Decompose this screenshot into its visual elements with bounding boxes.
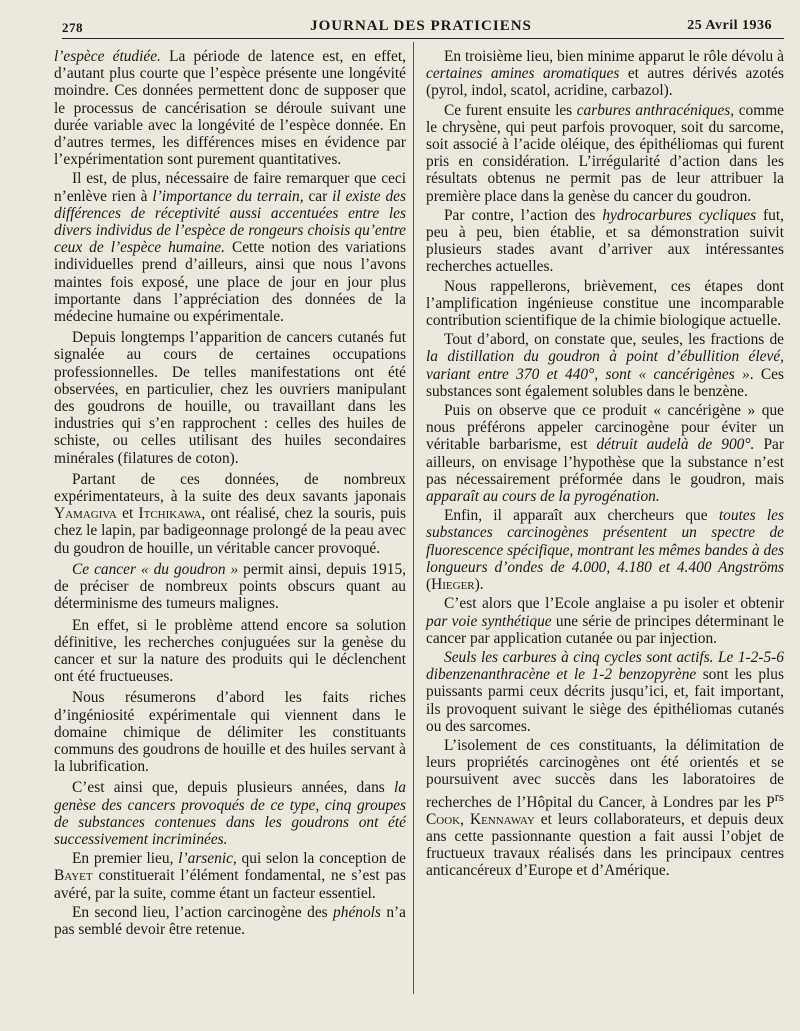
italic-run: la distillation du goudron à point d’ébullition élevé, variant entre 370 et 440°, sont « cancérigènes » [426, 348, 784, 383]
text-run: Il est, de plus, nécessaire de faire remarquer que ceci n’enlève rien à [54, 170, 406, 205]
text-run: En troisième lieu, bien minime apparut le rôle dévolu à [444, 48, 784, 65]
text-run: , [460, 810, 470, 828]
issue-date: 25 Avril 1936 [687, 18, 772, 33]
superscript: rs [774, 789, 784, 804]
italic-run: l’espèce étudiée. [54, 48, 161, 65]
text-run: ). [474, 576, 484, 594]
text-run: et autres dérivés azotés (pyrol, indol, scatol, acridine, carbazol). [426, 65, 784, 100]
text-run: En second lieu, l’action carcinogène des [72, 903, 334, 921]
paragraph [426, 207, 784, 276]
paragraph [426, 331, 784, 400]
italic-run: par voie synthétique [426, 612, 552, 630]
italic-run: hydrocarbures cycliques [602, 206, 757, 224]
italic-run: l’arsenic, [178, 850, 237, 868]
italic-run: l’importance du terrain, [152, 187, 304, 205]
paragraph [426, 402, 784, 505]
paragraph: Nous résumerons d’abord les faits riches d’ingéniosité expérimentale qui viennent dans le domaine chimique de délimiter les constituants communs des goudrons de houille et des huiles servant à la lubrification. [54, 689, 406, 776]
paragraph [426, 102, 784, 205]
text-run: Puis on observe que ce produit « cancérigène » que nous préférons appeler carcinogène pour éviter un véritable barbarisme, est [426, 402, 784, 454]
text-run: ( [426, 576, 432, 594]
author-name: Hieger [431, 576, 475, 594]
paragraph: Nous rappellerons, brièvement, ces étapes dont l’amplification ingénieuse constitue une incomparable contribution scientifique de la chimie biologique actuelle. [426, 277, 784, 330]
text-run: L’isolement de ces constituants, la délimitation de leurs propriétés carcinogènes ont été orientés et se poursuivent avec succès dans les laboratoires de recherches de l’Hôpital du Cancer, à Londres par les P [426, 736, 784, 811]
paragraph [54, 170, 406, 325]
text-run: Tout d’abord, on constate que, seules, les fractions de [444, 331, 784, 349]
text-run: Par contre, l’action des [444, 206, 603, 224]
text-run: Partant de ces données, de nombreux expérimentateurs, à la suite des deux savants japonais [54, 470, 406, 506]
italic-run: la genèse des cancers provoqués de ce type, cinq groupes de substances contenues dans les goudrons ont été successivement incriminées. [54, 779, 406, 848]
paragraph [54, 561, 406, 613]
journal-title: JOURNAL DES PRATICIENS [310, 18, 532, 34]
running-header [62, 14, 780, 38]
paragraph [54, 904, 406, 938]
author-name: Cook [426, 810, 461, 828]
italic-run: apparaît au cours de la pyrogénation. [426, 488, 660, 506]
paragraph [54, 779, 406, 848]
text-run: La période de latence est, en effet, d’autant plus courte que l’espèce présente une longévité moindre. Ces données permettent donc de supposer que le processus de cancérisation se déroule suivant une durée variable avec la longévité de l’espèce donnée. En d’autres termes, les différences mises en évidence par l’expérimentation sont purement quantitatives. [54, 48, 406, 169]
italic-run: carbures anthracéniques, [576, 101, 735, 119]
right-column [426, 48, 784, 882]
paragraph [426, 737, 784, 880]
paragraph: Depuis longtemps l’apparition de cancers cutanés fut signalée au cours de certaines occupations professionnelles. De telles manifestations ont été observées, en particulier, chez les ouvriers manipulant des goudrons de houille, ou travaillant dans les industries qui s’en rapprochent : celles des huiles de schiste, ou celles utilisant des huiles secondaires minérales (filatures de coton). [54, 329, 406, 467]
text-run: , ont réalisé, chez la souris, puis chez le lapin, par badigeonnage prolongé de la peau avec du goudron de houille, un véritable cancer provoqué. [54, 505, 406, 557]
text-run: En premier lieu, [72, 850, 179, 868]
italic-run: certaines amines aromatiques [426, 65, 620, 83]
page-number: 278 [62, 20, 83, 35]
paragraph [54, 471, 406, 557]
text-run: une série de principes déterminant le cancer par application cutanée ou par injection. [426, 612, 784, 647]
left-column [54, 48, 406, 940]
text-run: Par ailleurs, on envisage l’hypothèse que la substance n’est pas nécessairement préformée dans le goudron, mais [426, 436, 784, 488]
italic-run: toutes les substances carcinogènes présentent un spectre de fluorescence spécifique, montrant les mêmes bandes à des longueurs d’ondes de 4.000, 4.180 et 4.400 Angströms [426, 507, 784, 576]
paragraph [426, 48, 784, 100]
text-run: et leurs collaborateurs, et depuis deux ans cette passionnante question a fait aussi l’objet de fructueux travaux réalisés dans les principaux centres anticancéreux d’Europe et d’Amérique. [426, 810, 784, 880]
paragraph [426, 507, 784, 593]
text-run: . Ces substances sont également solubles dans le benzène. [426, 365, 784, 400]
paragraph [426, 595, 784, 647]
italic-run: phénols [333, 903, 381, 921]
text-run: fut, peu à peu, bien établie, et sa démonstration suivit plusieurs stades avant d’arriver aux intéressantes recherches actuelles. [426, 206, 785, 276]
italic-run: il existe des différences de réceptivité aussi accentuées entre les divers individus de l’espèce de rongeurs choisis qu’entre ceux de l’espèce humaine. [54, 187, 407, 257]
paragraph: En effet, si le problème attend encore sa solution définitive, les recherches conjuguées sur la genèse du cancer et sur la nature des produits qui le déclenchent ont été fructueuses. [54, 616, 406, 686]
author-name: Kennaway [469, 810, 535, 828]
text-run: constituerait l’élément fondamental, ne s’est pas avéré, par la suite, comme étant un facteur essentiel. [54, 867, 406, 902]
paragraph [54, 48, 406, 168]
text-run: car [303, 187, 333, 205]
italic-run: Seuls les carbures à cinq cycles sont actifs. Le 1-2-5-6 dibenzenanthracène et le 1-2 benzopyrène [426, 648, 784, 684]
text-run: Enfin, il apparaît aux chercheurs que [444, 507, 719, 525]
text-run: Cette notion des variations individuelles prend d’ailleurs, ainsi que nous l’avons maintes fois exposé, une place de jour en jour plus importante dans l’appréciation des données de la médecine humaine ou expérimentale. [54, 239, 406, 326]
text-run: n’a pas semblé devoir être retenue. [54, 903, 406, 938]
italic-run: détruit audelà de 900°. [596, 436, 755, 454]
text-run: comme le chrysène, qui peut parfois provoquer, soit du sarcome, soit associé à l’acide oléique, des épithéliomas qui furent pris en considération. L’irrégularité d’action dans les résultats obtenus ne permit pas de leur attribuer la première place dans la genèse du cancer du goudron. [426, 101, 784, 205]
text-run: C’est ainsi que, depuis plusieurs années, dans [72, 779, 395, 797]
author-name: Bayet [54, 867, 93, 885]
column-divider [413, 42, 414, 994]
text-run: Ce furent ensuite les [444, 101, 577, 119]
text-run: qui selon la conception de [236, 850, 406, 868]
paragraph [426, 649, 784, 735]
text-run: C’est alors que l’Ecole anglaise a pu isoler et obtenir [444, 595, 784, 613]
text-run: permit ainsi, depuis 1915, de préciser de nombreux points obscurs quant au déterminisme des tumeurs malignes. [54, 560, 406, 613]
italic-run: Ce cancer « du goudron » [72, 560, 239, 578]
author-name: Itchikawa [138, 505, 202, 523]
paragraph [54, 850, 406, 902]
header-rule [62, 38, 784, 39]
text-run: et [116, 505, 139, 523]
text-run: sont les plus puissants parmi ceux décrits jusqu’ici, et, fait important, ils provoquent suivant le siège des épithéliomas cutanés ou des sarcomes. [426, 666, 784, 735]
author-name: Yamagiva [54, 505, 117, 523]
